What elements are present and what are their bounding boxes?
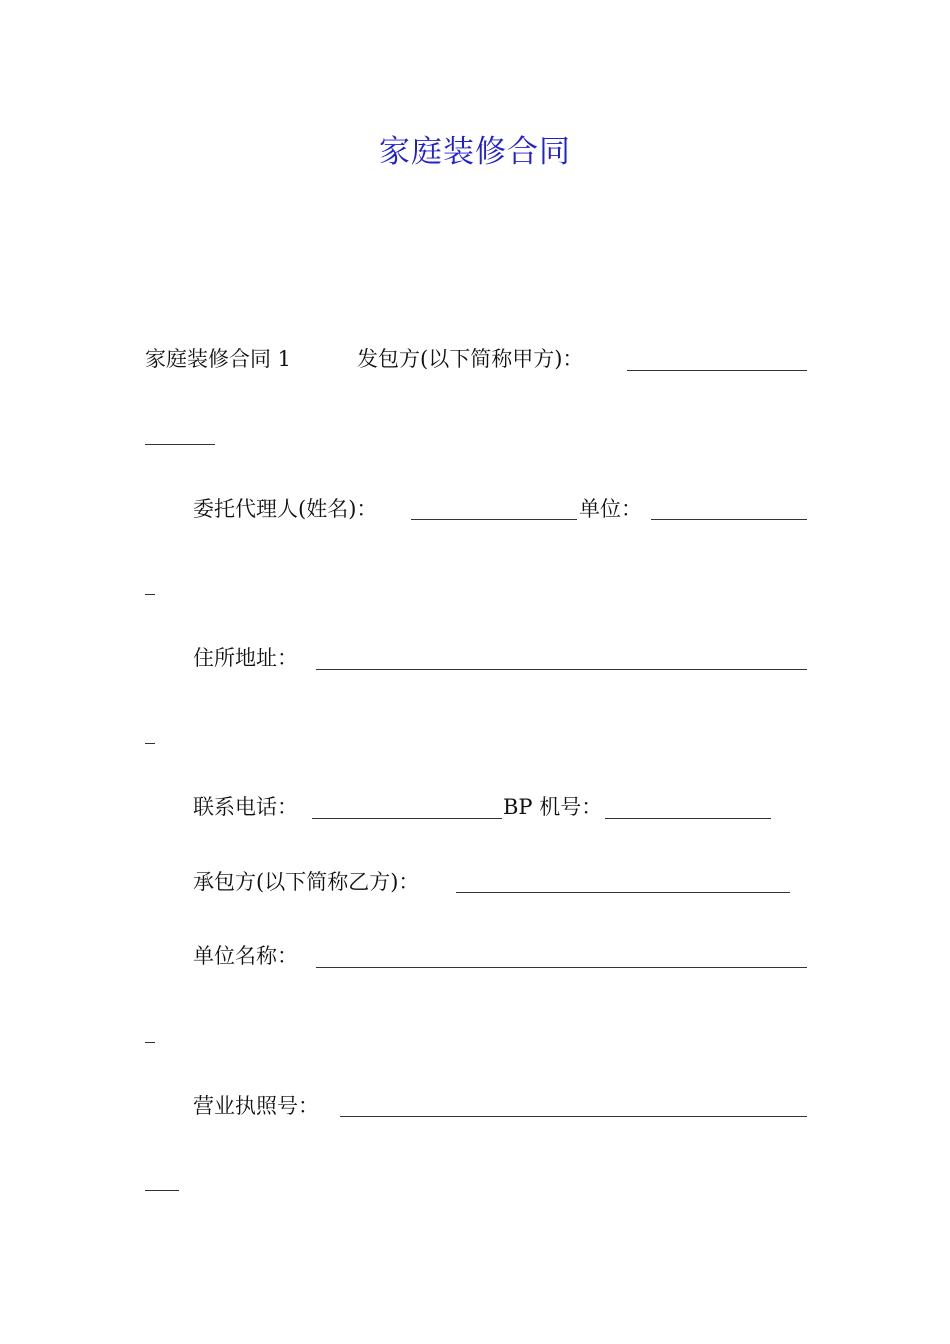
- unit-name-label: 单位名称：: [193, 944, 298, 968]
- bp-blank[interactable]: [605, 817, 771, 819]
- unit-blank[interactable]: [651, 518, 807, 520]
- address-line: [193, 643, 298, 673]
- intro-label: 家庭装修合同 1: [145, 347, 292, 371]
- unit-label: 单位：: [579, 497, 642, 521]
- agent-line: [193, 494, 377, 524]
- unit-name-blank-continued[interactable]: [145, 1041, 155, 1043]
- license-line: [193, 1091, 319, 1121]
- phone-label: 联系电话：: [193, 795, 298, 819]
- agent-label: 委托代理人(姓名)：: [193, 497, 378, 521]
- address-blank[interactable]: [316, 668, 807, 670]
- license-blank-continued[interactable]: [145, 1189, 179, 1191]
- party-b-blank[interactable]: [456, 891, 790, 893]
- party-a-blank-continued[interactable]: [145, 443, 215, 445]
- unit-name-blank[interactable]: [316, 966, 807, 968]
- address-label: 住所地址：: [193, 646, 298, 670]
- party-b-label: 承包方(以下简称乙方)：: [193, 870, 420, 894]
- address-blank-continued[interactable]: [145, 742, 155, 744]
- license-label: 营业执照号：: [193, 1094, 319, 1118]
- party-a-blank[interactable]: [627, 369, 807, 371]
- phone-blank[interactable]: [312, 817, 502, 819]
- unit-blank-continued[interactable]: [145, 593, 155, 595]
- unit-line: [579, 494, 642, 524]
- agent-name-blank[interactable]: [411, 518, 577, 520]
- party-a-label: 发包方(以下简称甲方)：: [357, 347, 584, 371]
- license-blank[interactable]: [340, 1115, 807, 1117]
- intro-line: [145, 344, 291, 374]
- phone-line: [193, 792, 298, 822]
- unit-name-line: [193, 941, 298, 971]
- bp-line: [503, 792, 602, 822]
- party-a-line: [357, 344, 583, 374]
- bp-label: BP 机号：: [503, 795, 603, 819]
- document-title: 家庭装修合同: [379, 134, 571, 170]
- party-b-line: [193, 867, 419, 897]
